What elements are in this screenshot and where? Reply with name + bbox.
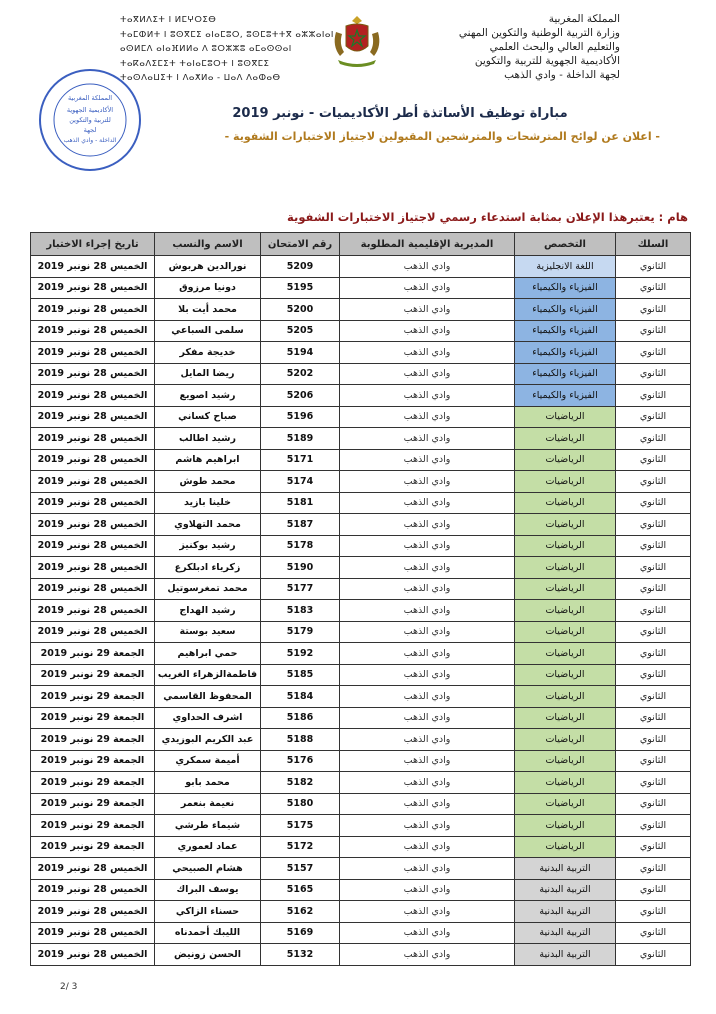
specialty-cell: الرياضيات (515, 664, 616, 686)
column-header: رقم الامتحان (261, 233, 340, 256)
column-header: الاسم والنسب (155, 233, 261, 256)
exam-number-cell: 5187 (261, 514, 340, 536)
specialty-cell: التربية البدنية (515, 879, 616, 901)
exam-number-cell: 5184 (261, 686, 340, 708)
column-header: السلك (616, 233, 691, 256)
directorate-cell: وادي الذهب (340, 643, 515, 665)
table-row (31, 492, 691, 514)
cycle-cell: الثانوي (616, 492, 691, 514)
candidate-name-cell: هشام الصبيحي (155, 858, 261, 880)
cycle-cell: الثانوي (616, 750, 691, 772)
directorate-cell: وادي الذهب (340, 664, 515, 686)
candidate-name-cell: الليبك أحمدناه (155, 922, 261, 944)
exam-date-cell: الخميس 28 نونبر 2019 (31, 492, 155, 514)
candidate-name-cell: ريضا المايل (155, 363, 261, 385)
candidates-table (30, 232, 691, 966)
exam-date-cell: الخميس 28 نونبر 2019 (31, 299, 155, 321)
candidate-name-cell: محمد تمغرسوتيل (155, 578, 261, 600)
header-line: ⵜⴰⴳⵍⴷⵉⵜ ⵏ ⵍⵎⵖⵔⵉⴱ (120, 15, 217, 25)
table-row (31, 922, 691, 944)
official-notice: هام : يعتبرهذا الإعلان بمثابة استدعاء رسمي لاجتياز الاختبارات الشفوية (287, 210, 688, 224)
table-row (31, 944, 691, 966)
page-number: 2/ 3 (60, 982, 78, 992)
exam-number-cell: 5178 (261, 535, 340, 557)
directorate-cell: وادي الذهب (340, 600, 515, 622)
exam-date-cell: الخميس 28 نونبر 2019 (31, 363, 155, 385)
exam-number-cell: 5194 (261, 342, 340, 364)
specialty-cell: الفيزياء والكيمياء (515, 299, 616, 321)
directorate-cell: وادي الذهب (340, 772, 515, 794)
exam-date-cell: الخميس 28 نونبر 2019 (31, 901, 155, 923)
header-line: وزارة التربية الوطنية والتكوين المهني (458, 27, 620, 39)
directorate-cell: وادي الذهب (340, 492, 515, 514)
directorate-cell: وادي الذهب (340, 342, 515, 364)
directorate-cell: وادي الذهب (340, 922, 515, 944)
cycle-cell: الثانوي (616, 385, 691, 407)
specialty-cell: الرياضيات (515, 621, 616, 643)
directorate-cell: وادي الذهب (340, 879, 515, 901)
stamp-line: للتربية والتكوين (69, 116, 111, 124)
header-line: والتعليم العالي والبحث العلمي (489, 41, 620, 53)
specialty-cell: الرياضيات (515, 557, 616, 579)
table-row (31, 729, 691, 751)
specialty-cell: الرياضيات (515, 578, 616, 600)
header-line: المملكة المغربية (548, 13, 620, 25)
header-line: ⵜⴰⵙⴷⴰⵡⵉⵜ ⵏ ⴷⴰⵅⵍⴰ - ⵡⴰⴷ ⴷⴰⵀⴰⴱ (120, 73, 281, 83)
specialty-cell: الرياضيات (515, 686, 616, 708)
table-row (31, 901, 691, 923)
cycle-cell: الثانوي (616, 944, 691, 966)
cycle-cell: الثانوي (616, 277, 691, 299)
stamp-line: لجهة (83, 126, 97, 134)
exam-number-cell: 5185 (261, 664, 340, 686)
candidate-name-cell: اشرف الحداوي (155, 707, 261, 729)
exam-date-cell: الخميس 28 نونبر 2019 (31, 342, 155, 364)
directorate-cell: وادي الذهب (340, 578, 515, 600)
exam-date-cell: الخميس 28 نونبر 2019 (31, 600, 155, 622)
candidate-name-cell: رشيد اطالب (155, 428, 261, 450)
exam-number-cell: 5186 (261, 707, 340, 729)
specialty-cell: الرياضيات (515, 729, 616, 751)
candidate-name-cell: المحفوظ القاسمي (155, 686, 261, 708)
exam-date-cell: الخميس 28 نونبر 2019 (31, 406, 155, 428)
specialty-cell: الرياضيات (515, 750, 616, 772)
exam-number-cell: 5196 (261, 406, 340, 428)
cycle-cell: الثانوي (616, 363, 691, 385)
specialty-cell: الرياضيات (515, 471, 616, 493)
header-line: لجهة الداخلة - وادي الذهب (504, 69, 620, 81)
stamp-line: الداخلة - وادي الذهب (63, 137, 117, 144)
directorate-cell: وادي الذهب (340, 320, 515, 342)
cycle-cell: الثانوي (616, 256, 691, 278)
exam-number-cell: 5179 (261, 621, 340, 643)
cycle-cell: الثانوي (616, 922, 691, 944)
directorate-cell: وادي الذهب (340, 557, 515, 579)
specialty-cell: الرياضيات (515, 406, 616, 428)
candidate-name-cell: نورالدين هربوش (155, 256, 261, 278)
specialty-cell: الفيزياء والكيمياء (515, 363, 616, 385)
exam-date-cell: الجمعة 29 نونبر 2019 (31, 643, 155, 665)
specialty-cell: الفيزياء والكيمياء (515, 320, 616, 342)
table-row (31, 406, 691, 428)
directorate-cell: وادي الذهب (340, 385, 515, 407)
table-row (31, 535, 691, 557)
exam-date-cell: الخميس 28 نونبر 2019 (31, 277, 155, 299)
candidate-name-cell: سعيد بوستة (155, 621, 261, 643)
table-row (31, 600, 691, 622)
table-row (31, 514, 691, 536)
cycle-cell: الثانوي (616, 342, 691, 364)
exam-date-cell: الخميس 28 نونبر 2019 (31, 449, 155, 471)
exam-date-cell: الجمعة 29 نونبر 2019 (31, 793, 155, 815)
cycle-cell: الثانوي (616, 535, 691, 557)
exam-date-cell: الخميس 28 نونبر 2019 (31, 320, 155, 342)
exam-number-cell: 5172 (261, 836, 340, 858)
candidate-name-cell: زكرياء ادبلكرع (155, 557, 261, 579)
table-row (31, 256, 691, 278)
exam-date-cell: الخميس 28 نونبر 2019 (31, 471, 155, 493)
directorate-cell: وادي الذهب (340, 256, 515, 278)
exam-date-cell: الجمعة 29 نونبر 2019 (31, 836, 155, 858)
exam-number-cell: 5171 (261, 449, 340, 471)
exam-number-cell: 5205 (261, 320, 340, 342)
specialty-cell: الرياضيات (515, 514, 616, 536)
exam-date-cell: الخميس 28 نونبر 2019 (31, 922, 155, 944)
column-header: تاريخ إجراء الاختبار (31, 233, 155, 256)
cycle-cell: الثانوي (616, 621, 691, 643)
candidate-name-cell: محمد التهلاوي (155, 514, 261, 536)
stamp-line: المملكة المغربية (67, 94, 113, 102)
exam-number-cell: 5175 (261, 815, 340, 837)
candidate-name-cell: الحسن زونيض (155, 944, 261, 966)
exam-date-cell: الجمعة 29 نونبر 2019 (31, 815, 155, 837)
candidate-name-cell: خلينا بازيد (155, 492, 261, 514)
table-row (31, 363, 691, 385)
table-row (31, 686, 691, 708)
exam-number-cell: 5177 (261, 578, 340, 600)
specialty-cell: التربية البدنية (515, 858, 616, 880)
candidate-name-cell: ابراهيم هاشم (155, 449, 261, 471)
column-header: التخصص (515, 233, 616, 256)
cycle-cell: الثانوي (616, 578, 691, 600)
header-line: الأكاديمية الجهوية للتربية والتكوين (474, 55, 620, 67)
specialty-cell: الرياضيات (515, 707, 616, 729)
directorate-cell: وادي الذهب (340, 750, 515, 772)
candidate-name-cell: يوسف البراك (155, 879, 261, 901)
directorate-cell: وادي الذهب (340, 299, 515, 321)
exam-date-cell: الجمعة 29 نونبر 2019 (31, 686, 155, 708)
stamp-line: الأكاديمية الجهوية (66, 106, 114, 114)
official-stamp (36, 66, 144, 174)
candidate-name-cell: صباح كساني (155, 406, 261, 428)
table-row (31, 342, 691, 364)
page-subtitle: - اعلان عن لوائح المترشحات والمترشحين المقبولين لاجتياز الاختبارات الشفوية - (224, 130, 660, 143)
exam-number-cell: 5180 (261, 793, 340, 815)
column-header: المديرية الإقليمية المطلوبة (340, 233, 515, 256)
exam-date-cell: الخميس 28 نونبر 2019 (31, 879, 155, 901)
exam-date-cell: الجمعة 29 نونبر 2019 (31, 664, 155, 686)
specialty-cell: الرياضيات (515, 492, 616, 514)
specialty-cell: الرياضيات (515, 600, 616, 622)
specialty-cell: الرياضيات (515, 449, 616, 471)
directorate-cell: وادي الذهب (340, 535, 515, 557)
candidate-name-cell: خديجة مفكر (155, 342, 261, 364)
candidate-name-cell: نعيمة بنعمر (155, 793, 261, 815)
candidate-name-cell: دونيا مرزوق (155, 277, 261, 299)
directorate-cell: وادي الذهب (340, 449, 515, 471)
cycle-cell: الثانوي (616, 664, 691, 686)
candidate-name-cell: أميمة سمكري (155, 750, 261, 772)
table-row (31, 879, 691, 901)
exam-number-cell: 5202 (261, 363, 340, 385)
directorate-cell: وادي الذهب (340, 363, 515, 385)
cycle-cell: الثانوي (616, 514, 691, 536)
directorate-cell: وادي الذهب (340, 428, 515, 450)
header-line: ⴰⵙⵍⵎⴷ ⴰⵏⴰⴼⵍⵍⴰ ⴷ ⵓⵔⵣⵣⵓ ⴰⵎⴰⵙⵙⴰⵏ (120, 44, 292, 54)
candidate-name-cell: عماد لعموري (155, 836, 261, 858)
directorate-cell: وادي الذهب (340, 514, 515, 536)
cycle-cell: الثانوي (616, 836, 691, 858)
directorate-cell: وادي الذهب (340, 707, 515, 729)
cycle-cell: الثانوي (616, 901, 691, 923)
exam-number-cell: 5181 (261, 492, 340, 514)
exam-number-cell: 5206 (261, 385, 340, 407)
table-row (31, 471, 691, 493)
specialty-cell: التربية البدنية (515, 922, 616, 944)
exam-number-cell: 5190 (261, 557, 340, 579)
table-row (31, 299, 691, 321)
specialty-cell: الرياضيات (515, 772, 616, 794)
candidate-name-cell: سلمى السباعي (155, 320, 261, 342)
cycle-cell: الثانوي (616, 879, 691, 901)
directorate-cell: وادي الذهب (340, 729, 515, 751)
header-line: ⵜⴰⴽⴰⴷⵉⵎⵉⵜ ⵜⴰⵏⴰⵎⵓⵔⵜ ⵏ ⵓⵙⴳⵎⵉ (120, 58, 270, 69)
specialty-cell: الفيزياء والكيمياء (515, 342, 616, 364)
directorate-cell: وادي الذهب (340, 901, 515, 923)
exam-number-cell: 5183 (261, 600, 340, 622)
table-row (31, 320, 691, 342)
cycle-cell: الثانوي (616, 557, 691, 579)
exam-number-cell: 5162 (261, 901, 340, 923)
page-title: مباراة توظيف الأساتذة أطر الأكاديميات - نونبر 2019 (232, 106, 568, 121)
specialty-cell: الرياضيات (515, 535, 616, 557)
exam-date-cell: الجمعة 29 نونبر 2019 (31, 750, 155, 772)
exam-number-cell: 5174 (261, 471, 340, 493)
candidate-name-cell: شيماء طرشي (155, 815, 261, 837)
exam-date-cell: الخميس 28 نونبر 2019 (31, 428, 155, 450)
table-row (31, 772, 691, 794)
specialty-cell: التربية البدنية (515, 901, 616, 923)
cycle-cell: الثانوي (616, 320, 691, 342)
cycle-cell: الثانوي (616, 686, 691, 708)
cycle-cell: الثانوي (616, 449, 691, 471)
directorate-cell: وادي الذهب (340, 793, 515, 815)
specialty-cell: الرياضيات (515, 793, 616, 815)
directorate-cell: وادي الذهب (340, 621, 515, 643)
candidate-name-cell: فاطمةالزهراء الغريب (155, 664, 261, 686)
exam-date-cell: الخميس 28 نونبر 2019 (31, 514, 155, 536)
exam-date-cell: الخميس 28 نونبر 2019 (31, 621, 155, 643)
exam-number-cell: 5200 (261, 299, 340, 321)
exam-number-cell: 5176 (261, 750, 340, 772)
specialty-cell: الفيزياء والكيمياء (515, 385, 616, 407)
table-row (31, 385, 691, 407)
cycle-cell: الثانوي (616, 707, 691, 729)
exam-date-cell: الخميس 28 نونبر 2019 (31, 535, 155, 557)
table-row (31, 836, 691, 858)
cycle-cell: الثانوي (616, 815, 691, 837)
candidate-name-cell: حسناء الزاكي (155, 901, 261, 923)
table-row (31, 277, 691, 299)
table-row (31, 643, 691, 665)
cycle-cell: الثانوي (616, 600, 691, 622)
specialty-cell: الرياضيات (515, 815, 616, 837)
directorate-cell: وادي الذهب (340, 944, 515, 966)
directorate-cell: وادي الذهب (340, 815, 515, 837)
cycle-cell: الثانوي (616, 793, 691, 815)
exam-number-cell: 5157 (261, 858, 340, 880)
cycle-cell: الثانوي (616, 471, 691, 493)
directorate-cell: وادي الذهب (340, 686, 515, 708)
exam-date-cell: الخميس 28 نونبر 2019 (31, 385, 155, 407)
exam-date-cell: الخميس 28 نونبر 2019 (31, 858, 155, 880)
table-row (31, 793, 691, 815)
specialty-cell: الرياضيات (515, 836, 616, 858)
directorate-cell: وادي الذهب (340, 836, 515, 858)
directorate-cell: وادي الذهب (340, 858, 515, 880)
cycle-cell: الثانوي (616, 428, 691, 450)
exam-date-cell: الخميس 28 نونبر 2019 (31, 944, 155, 966)
specialty-cell: الرياضيات (515, 428, 616, 450)
candidate-name-cell: محمد أيت بلا (155, 299, 261, 321)
cycle-cell: الثانوي (616, 643, 691, 665)
candidate-name-cell: محمد طوش (155, 471, 261, 493)
table-row (31, 621, 691, 643)
candidate-name-cell: رشيد الهداج (155, 600, 261, 622)
exam-date-cell: الجمعة 29 نونبر 2019 (31, 729, 155, 751)
header-line: ⵜⴰⵎⵀⵍⵜ ⵏ ⵓⵙⴳⵎⵉ ⴰⵏⴰⵎⵓⵔ, ⵓⵙⵎⵓⵜⵜⴳ ⴰⵣⵣⴰⵏⴰⵏ (120, 29, 334, 40)
exam-number-cell: 5189 (261, 428, 340, 450)
table-row (31, 707, 691, 729)
specialty-cell: الفيزياء والكيمياء (515, 277, 616, 299)
candidate-name-cell: حمي ابراهيم (155, 643, 261, 665)
candidate-name-cell: محمد بابو (155, 772, 261, 794)
table-row (31, 428, 691, 450)
exam-number-cell: 5192 (261, 643, 340, 665)
exam-number-cell: 5209 (261, 256, 340, 278)
specialty-cell: التربية البدنية (515, 944, 616, 966)
cycle-cell: الثانوي (616, 729, 691, 751)
table-row (31, 664, 691, 686)
table-row (31, 557, 691, 579)
specialty-cell: الرياضيات (515, 643, 616, 665)
directorate-cell: وادي الذهب (340, 471, 515, 493)
exam-number-cell: 5195 (261, 277, 340, 299)
exam-date-cell: الخميس 28 نونبر 2019 (31, 557, 155, 579)
table-row (31, 578, 691, 600)
candidate-name-cell: رشيد بوكنيز (155, 535, 261, 557)
cycle-cell: الثانوي (616, 858, 691, 880)
cycle-cell: الثانوي (616, 772, 691, 794)
exam-number-cell: 5188 (261, 729, 340, 751)
exam-date-cell: الخميس 28 نونبر 2019 (31, 578, 155, 600)
exam-number-cell: 5169 (261, 922, 340, 944)
table-row (31, 815, 691, 837)
cycle-cell: الثانوي (616, 299, 691, 321)
cycle-cell: الثانوي (616, 406, 691, 428)
exam-date-cell: الجمعة 29 نونبر 2019 (31, 772, 155, 794)
directorate-cell: وادي الذهب (340, 406, 515, 428)
exam-date-cell: الخميس 28 نونبر 2019 (31, 256, 155, 278)
ministry-header-tifinagh (120, 13, 380, 86)
exam-number-cell: 5165 (261, 879, 340, 901)
exam-number-cell: 5132 (261, 944, 340, 966)
table-row (31, 858, 691, 880)
ministry-header-arabic (380, 12, 620, 82)
exam-number-cell: 5182 (261, 772, 340, 794)
table-row (31, 449, 691, 471)
specialty-cell: اللغة الانجليزية (515, 256, 616, 278)
table-header-row (31, 233, 691, 256)
table-row (31, 750, 691, 772)
candidate-name-cell: عبد الكريم البوزيدي (155, 729, 261, 751)
exam-date-cell: الجمعة 29 نونبر 2019 (31, 707, 155, 729)
candidate-name-cell: رشيد اصويع (155, 385, 261, 407)
directorate-cell: وادي الذهب (340, 277, 515, 299)
